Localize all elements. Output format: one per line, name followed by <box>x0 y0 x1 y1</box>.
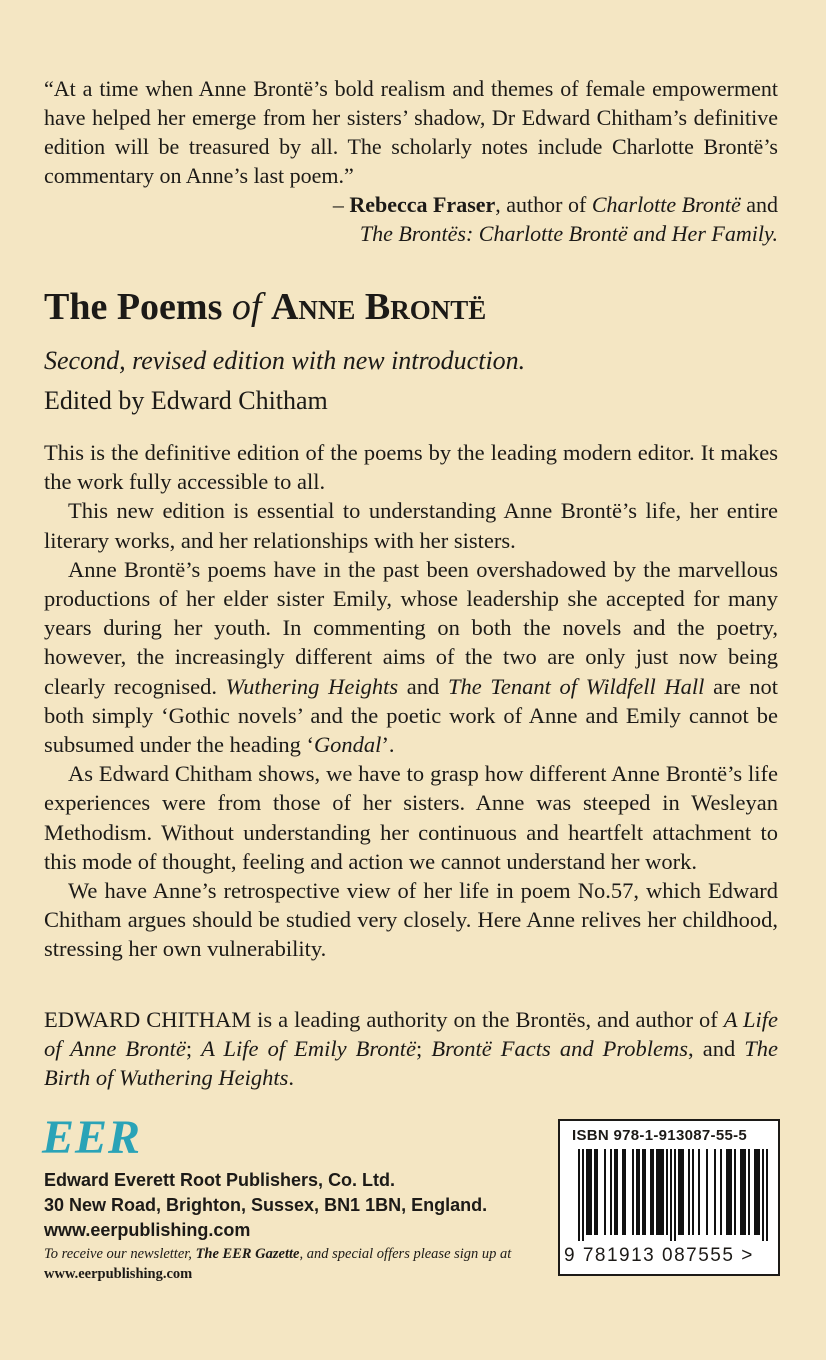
barcode-bar <box>688 1149 690 1235</box>
barcode-bar <box>720 1149 722 1235</box>
blurb-p3-gondal: Gondal <box>313 732 382 758</box>
quote-book-2: The Brontës: Charlotte Brontë and Her Family. <box>359 221 778 246</box>
barcode-bar <box>588 1149 590 1235</box>
author-bio-book-2: A Life of Emily Brontë <box>201 1036 417 1062</box>
newsletter-text-a: To receive our newsletter, <box>44 1246 192 1262</box>
newsletter-url[interactable]: www.eerpublishing.com <box>44 1266 193 1282</box>
book-editor: Edited by Edward Chitham <box>44 386 328 415</box>
barcode-bar <box>678 1149 680 1235</box>
title-part-1: The Poems <box>44 286 223 328</box>
barcode-bar <box>662 1149 664 1235</box>
barcode-bar <box>594 1149 596 1235</box>
quote-and: and <box>746 192 778 217</box>
barcode-guard-bar <box>762 1149 764 1241</box>
barcode-bar <box>682 1149 684 1235</box>
newsletter-gazette: The EER Gazette <box>195 1246 300 1262</box>
author-bio-sep-3: , and <box>688 1036 736 1062</box>
barcode-bar <box>586 1149 588 1235</box>
blurb-p3-and: and <box>406 673 440 699</box>
barcode-bar <box>666 1149 668 1235</box>
barcode-bar <box>698 1149 700 1235</box>
barcode-bar <box>590 1149 592 1235</box>
newsletter-note <box>44 1244 544 1284</box>
book-subtitle: Second, revised edition with new introduction. <box>44 346 526 375</box>
blurb-p3-title-tenant: The Tenant of Wildfell Hall <box>447 673 705 699</box>
barcode-bar <box>610 1149 612 1235</box>
author-bio-sep-2: ; <box>416 1036 423 1062</box>
barcode-bar <box>740 1149 742 1235</box>
barcode-bar <box>742 1149 744 1235</box>
blurb-paragraph-4: As Edward Chitham shows, we have to grasp how different Anne Brontë’s life experiences were from those of her sisters. Anne was steeped in Wesleyan Methodism. Without understanding her continuous and heartfelt attachment to this mode of thought, feeling and action we cannot understand her work. <box>44 761 778 874</box>
quote-author-suffix: , author of <box>495 192 587 217</box>
barcode-bar <box>632 1149 634 1235</box>
barcode-bar <box>624 1149 626 1235</box>
publisher-name: Edward Everett Root Publishers, Co. Ltd. <box>44 1170 396 1190</box>
barcode-bar <box>614 1149 616 1235</box>
quote-dash: – <box>332 192 344 217</box>
barcode-bar <box>758 1149 760 1235</box>
blurb-paragraph-3 <box>44 555 778 759</box>
barcode-bar <box>622 1149 624 1235</box>
title-of: of <box>231 286 262 328</box>
quote-text: “At a time when Anne Brontë’s bold realism and themes of female empowerment have helped her emerge from her sisters’ shadow, Dr Edward Chitham’s definitive edition will be treasured by all. The scholarly notes include Charlotte Brontë’s commentary on Anne’s last poem.” <box>44 76 778 188</box>
barcode-bar <box>734 1149 736 1235</box>
barcode-bar <box>658 1149 660 1235</box>
barcode-bar <box>656 1149 658 1235</box>
author-bio-book-4: The Birth of Wuthering Heights <box>44 1036 778 1091</box>
blurb-p3-end: ’. <box>381 732 395 758</box>
publisher-website[interactable]: www.eerpublishing.com <box>44 1220 251 1240</box>
blurb-p3-text-a: Anne Brontë’s poems have in the past been overshadowed by the marvellous productions of her elder sister Emily, whose leadership she accepted for many years during her youth. In commenting on both the novels and the poetry, however, the increasingly different aims of the two are only just now being clearly recognised. <box>44 556 778 699</box>
barcode-bar <box>756 1149 758 1235</box>
publisher-address: 30 New Road, Brighton, Sussex, BN1 1BN, England. <box>44 1195 488 1215</box>
barcode-bar <box>650 1149 652 1235</box>
author-bio-a: EDWARD CHITHAM is a leading authority on the Brontës, and author of <box>44 1007 718 1032</box>
barcode-bar <box>744 1149 746 1235</box>
barcode-guard-bar <box>674 1149 676 1241</box>
barcode-guard-bar <box>670 1149 672 1241</box>
blurb-p3-title-wuthering: Wuthering Heights <box>225 673 399 699</box>
publisher-info <box>44 1168 544 1243</box>
barcode-bar <box>596 1149 598 1235</box>
quote-author: Rebecca Fraser <box>349 192 496 217</box>
author-bio-book-3: Brontë Facts and Problems <box>431 1036 689 1062</box>
title-part-2: Anne Brontë <box>270 286 487 328</box>
barcode-bar <box>726 1149 728 1235</box>
isbn-label: ISBN 978-1-913087-55-5 <box>572 1127 748 1144</box>
barcode-guard-bar <box>578 1149 580 1241</box>
author-bio <box>44 1005 778 1093</box>
barcode-guard-bar <box>766 1149 768 1241</box>
blurb-p3-text-e: are not both simply ‘Gothic novels’ and the poetic work of Anne and Emily cannot be subsumed under the heading ‘ <box>44 673 779 758</box>
barcode-bar <box>728 1149 730 1235</box>
newsletter-text-c: , and special offers please sign up at <box>299 1246 512 1262</box>
barcode-bar <box>748 1149 750 1235</box>
book-title <box>44 283 784 331</box>
publisher-logo: EER <box>42 1111 142 1164</box>
barcode-bar <box>714 1149 716 1235</box>
author-bio-book-1: A Life of Anne Brontë <box>44 1007 778 1062</box>
barcode-bar <box>604 1149 606 1235</box>
barcode-bar <box>692 1149 694 1235</box>
barcode-bar <box>754 1149 756 1235</box>
blurb-paragraph-5: We have Anne’s retrospective view of her life in poem No.57, which Edward Chitham argues should be studied very closely. Here Anne relives her childhood, stressing her own vulnerability. <box>44 878 778 962</box>
barcode-bar <box>638 1149 640 1235</box>
barcode-bar <box>660 1149 662 1235</box>
barcode-bar <box>730 1149 732 1235</box>
barcode-digits: 9 781913 087555 > <box>564 1245 754 1266</box>
quote-attribution <box>44 190 778 248</box>
barcode-bar <box>644 1149 646 1235</box>
endorsement-quote <box>44 74 778 248</box>
blurb <box>44 438 778 964</box>
author-bio-end: . <box>288 1065 294 1091</box>
blurb-paragraph-2: This new edition is essential to understanding Anne Brontë’s life, her entire literary works, and her relationships with her sisters. <box>44 498 778 553</box>
barcode-bar <box>616 1149 618 1235</box>
barcode-bar <box>652 1149 654 1235</box>
barcode-bar <box>680 1149 682 1235</box>
barcode-bar <box>642 1149 644 1235</box>
blurb-paragraph-1: This is the definitive edition of the poems by the leading modern editor. It makes the work fully accessible to all. <box>44 440 778 495</box>
barcode-guard-bar <box>582 1149 584 1241</box>
quote-book-1: Charlotte Brontë <box>591 192 741 217</box>
barcode-bar <box>706 1149 708 1235</box>
author-bio-sep-1: ; <box>185 1036 193 1062</box>
barcode-bar <box>636 1149 638 1235</box>
barcode-bars <box>566 1149 772 1241</box>
isbn-barcode <box>558 1119 780 1276</box>
